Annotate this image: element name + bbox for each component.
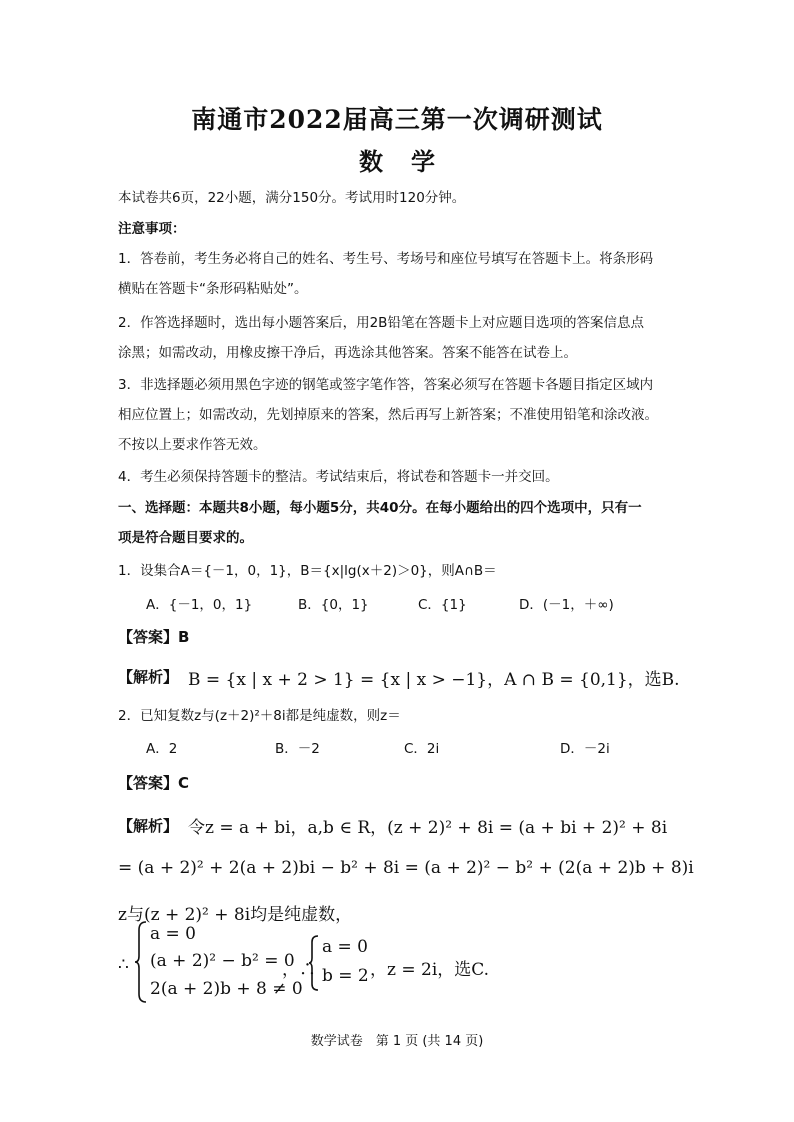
q2-analysis-line-1: 令z = a + bi，a,b ∈ R，(z + 2)² + 8i = (a + bi + 2)² + 8i	[188, 818, 668, 838]
q2-answer: 【答案】C	[118, 774, 190, 792]
q1-option-d: D．(－1，＋∞)	[519, 597, 614, 613]
sys1-eq-1: a = 0	[150, 924, 197, 944]
q1-analysis-label: 【解析】	[118, 668, 179, 686]
note-1-line-1: 1．答卷前，考生务必将自己的姓名、考生号、考场号和座位号填写在答题卡上。将条形码	[118, 251, 654, 267]
q1-analysis: B = {x | x + 2 > 1} = {x | x > −1}，A ∩ B = {0,1}，选B.	[188, 670, 680, 690]
note-3-line-3: 不按以上要求作答无效。	[118, 437, 267, 453]
therefore-mid: ，∴	[282, 960, 316, 980]
q1-option-c: C．{1}	[418, 597, 467, 613]
q2-stem: 2．已知复数z与(z＋2)²＋8i都是纯虚数，则z＝	[118, 708, 401, 724]
left-brace-2	[308, 934, 320, 992]
q1-option-b: B．{0，1}	[298, 597, 369, 613]
note-2-line-1: 2．作答选择题时，选出每小题答案后，用2B铅笔在答题卡上对应题目选项的答案信息点	[118, 315, 644, 331]
note-3-line-2: 相应位置上；如需改动，先划掉原来的答案，然后再写上新答案；不准使用铅笔和涂改液。	[118, 407, 658, 423]
section-1-heading-line-2: 项是符合题目要求的。	[118, 530, 253, 546]
left-brace-1	[134, 920, 148, 1004]
q1-option-a: A．{－1，0，1}	[146, 597, 253, 613]
note-3-line-1: 3．非选择题必须用黑色字迹的钢笔或签字笔作答，答案必须写在答题卡各题目指定区域内	[118, 377, 654, 393]
therefore-symbol: ∴	[118, 955, 129, 975]
note-4: 4．考生必须保持答题卡的整洁。考试结束后，将试卷和答题卡一并交回。	[118, 469, 559, 485]
q2-option-d: D．－2i	[560, 741, 610, 757]
q2-option-b: B．－2	[275, 741, 320, 757]
q1-stem: 1．设集合A＝{－1，0，1}，B＝{x|lg(x＋2)＞0}，则A∩B＝	[118, 563, 497, 579]
subject-title: 数学	[359, 147, 463, 176]
exam-title: 南通市2022届高三第一次调研测试	[191, 105, 603, 134]
q2-analysis-line-2: = (a + 2)² + 2(a + 2)bi − b² + 8i = (a + 2)² − b² + (2(a + 2)b + 8)i	[118, 858, 694, 878]
q1-answer: 【答案】B	[118, 628, 190, 646]
q2-analysis-label: 【解析】	[118, 817, 179, 835]
note-1-line-2: 横贴在答题卡“条形码粘贴处”。	[118, 281, 308, 297]
intro-text: 本试卷共6页，22小题，满分150分。考试用时120分钟。	[118, 190, 466, 206]
q2-option-a: A．2	[146, 741, 178, 757]
q2-conclusion: ，z = 2i，选C.	[370, 960, 490, 980]
q2-option-c: C．2i	[404, 741, 440, 757]
sys1-eq-2: (a + 2)² − b² = 0	[150, 951, 295, 971]
section-1-heading-line-1: 一、选择题：本题共8小题，每小题5分，共40分。在每小题给出的四个选项中，只有一	[118, 500, 642, 516]
sys2-eq-1: a = 0	[322, 937, 369, 957]
notes-heading: 注意事项：	[118, 221, 186, 237]
note-2-line-2: 涂黑；如需改动，用橡皮擦干净后，再选涂其他答案。答案不能答在试卷上。	[118, 345, 577, 361]
q2-analysis-line-3: z与(z + 2)² + 8i均是纯虚数，	[118, 905, 353, 925]
page-footer: 数学试卷 第 1 页 (共 14 页)	[310, 1034, 484, 1049]
sys2-eq-2: b = 2	[322, 966, 369, 986]
sys1-eq-3: 2(a + 2)b + 8 ≠ 0	[150, 979, 303, 999]
